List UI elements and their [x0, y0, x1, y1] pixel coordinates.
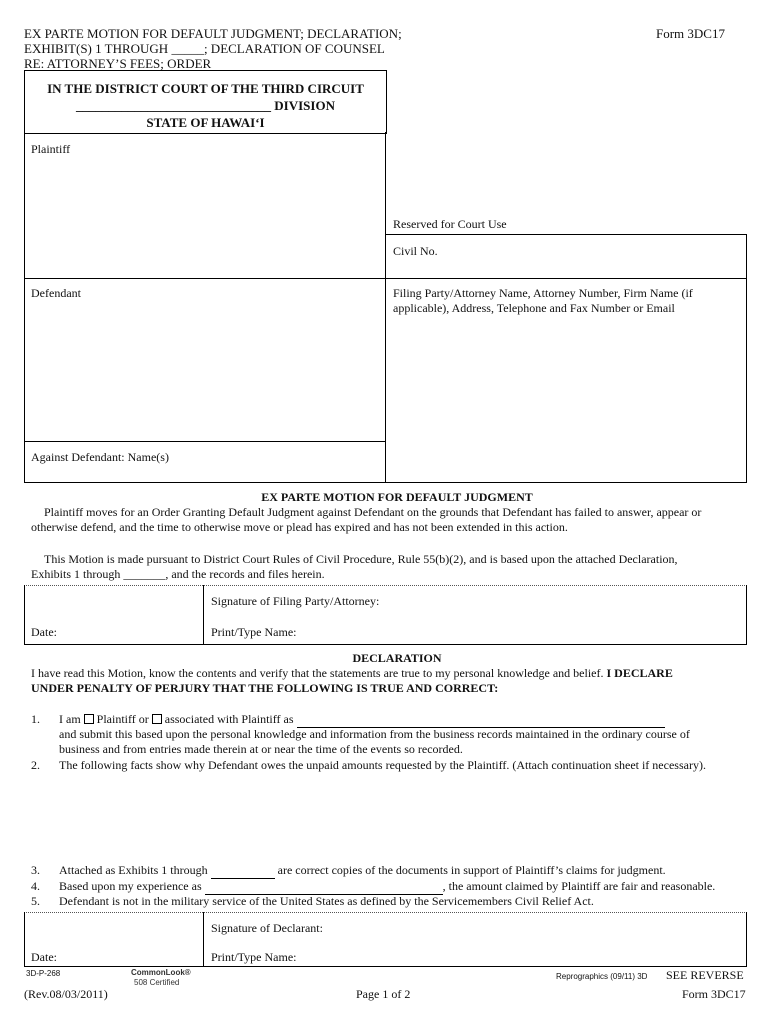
- item5-number: 5.: [31, 894, 40, 908]
- experience-field[interactable]: [205, 879, 443, 895]
- item2-number: 2.: [31, 758, 40, 772]
- revision-label: (Rev.08/03/2011): [24, 987, 108, 1001]
- motion-sig-top-line: [24, 585, 747, 586]
- exhibits-through-field[interactable]: [211, 863, 275, 879]
- item1-line1: I am Plaintiff or associated with Plaintiff as: [59, 712, 665, 728]
- plaintiff-label: Plaintiff: [31, 142, 71, 156]
- civil-no-label: Civil No.: [393, 244, 438, 258]
- court-line3: STATE OF HAWAI‘I: [146, 115, 265, 130]
- plaintiff-checkbox[interactable]: [84, 714, 94, 724]
- decl-sig-left-border: [24, 912, 25, 967]
- against-top-line: [24, 441, 386, 442]
- defendant-label: Defendant: [31, 286, 81, 300]
- filing-party-label: Filing Party/Attorney Name, Attorney Number, Firm Name (if applicable), Address, Telephone and Fax Number or Email: [393, 286, 693, 315]
- declaration-heading: DECLARATION: [352, 651, 442, 665]
- motion-sig-left-border: [24, 585, 25, 645]
- item3-text: Attached as Exhibits 1 through are correct copies of the documents in support of Plaintiff’s claims for judgment.: [59, 863, 666, 877]
- certified-label: 508 Certified: [134, 978, 180, 987]
- declaration-print-label: Print/Type Name:: [211, 950, 297, 964]
- decl-sig-right-border: [746, 912, 747, 967]
- motion-date-label: Date:: [31, 625, 57, 639]
- reserved-label: Reserved for Court Use: [393, 217, 507, 231]
- declaration-intro-line1: I have read this Motion, know the contents and verify that the statements are true to my personal knowledge and belief. I DECLARE: [31, 666, 673, 680]
- decl-sig-divider: [203, 912, 204, 967]
- right-border: [746, 234, 747, 483]
- reprographics-label: Reprographics (09/11) 3D: [556, 972, 648, 981]
- item5-text: Defendant is not in the military service of the United States as defined by the Servicemembers Civil Relief Act.: [59, 894, 594, 908]
- declaration-intro-line2: UNDER PENALTY OF PERJURY THAT THE FOLLOWING IS TRUE AND CORRECT:: [31, 681, 499, 695]
- item2-text: The following facts show why Defendant owes the unpaid amounts requested by the Plaintiff. (Attach continuation sheet if necessary).: [59, 758, 706, 772]
- item1-line3: business and from entries made therein at or near the time of the events so recorded.: [59, 742, 463, 756]
- item4-number: 4.: [31, 879, 40, 893]
- motion-print-label: Print/Type Name:: [211, 625, 297, 639]
- motion-signature-label: Signature of Filing Party/Attorney:: [211, 594, 380, 608]
- left-border: [24, 132, 25, 483]
- declaration-date-label: Date:: [31, 950, 57, 964]
- see-reverse-label: SEE REVERSE: [666, 968, 744, 982]
- item3-number: 3.: [31, 863, 40, 877]
- motion-sig-right-border: [746, 585, 747, 645]
- form-title-line1: EX PARTE MOTION FOR DEFAULT JUDGMENT; DECLARATION;: [24, 26, 402, 41]
- motion-sig-divider: [203, 585, 204, 645]
- item1-number: 1.: [31, 712, 40, 726]
- footer-form-number: Form 3DC17: [682, 987, 746, 1001]
- against-defendant-label: Against Defendant: Name(s): [31, 450, 169, 464]
- motion-heading: EX PARTE MOTION FOR DEFAULT JUDGMENT: [261, 490, 533, 504]
- commonlook-logo: CommonLook®: [131, 968, 191, 977]
- page-number: Page 1 of 2: [356, 987, 411, 1001]
- motion-para2-line2: Exhibits 1 through _______, and the records and files herein.: [31, 567, 325, 581]
- form-title-line2: EXHIBIT(S) 1 THROUGH _____; DECLARATION OF COUNSEL: [24, 41, 385, 56]
- associated-as-field[interactable]: [297, 712, 665, 728]
- decl-sig-top-line: [24, 912, 747, 913]
- form-code: 3D-P-268: [26, 969, 61, 978]
- decl-sig-bottom-line: [24, 966, 747, 967]
- motion-para2-line1: This Motion is made pursuant to District Court Rules of Civil Procedure, Rule 55(b)(2), and is based upon the attached Declaration,: [44, 552, 678, 566]
- court-box: [24, 70, 387, 134]
- item4-text: Based upon my experience as , the amount claimed by Plaintiff are fair and reasonable.: [59, 879, 716, 893]
- reserved-bottom-line: [385, 234, 747, 235]
- court-line2: ______________________________ DIVISION: [76, 98, 335, 113]
- item1-line2: and submit this based upon the personal knowledge and information from the business records maintained in the ordinary course of: [59, 727, 690, 741]
- caption-bottom-line: [24, 482, 747, 483]
- caption-mid-line: [24, 278, 747, 279]
- center-divider: [385, 132, 386, 483]
- declarant-signature-label: Signature of Declarant:: [211, 921, 323, 935]
- associated-checkbox[interactable]: [152, 714, 162, 724]
- form-number: Form 3DC17: [656, 26, 725, 41]
- court-line1: IN THE DISTRICT COURT OF THE THIRD CIRCUIT: [47, 81, 364, 96]
- motion-sig-bottom-line: [24, 644, 747, 645]
- motion-para1: Plaintiff moves for an Order Granting Default Judgment against Defendant on the grounds that Defendant has failed to answer, appear or otherwise defend, and the time to otherwise move or plead has expired and has not been extended in this action.: [31, 505, 702, 534]
- form-title-line3: RE: ATTORNEY’S FEES; ORDER: [24, 56, 212, 71]
